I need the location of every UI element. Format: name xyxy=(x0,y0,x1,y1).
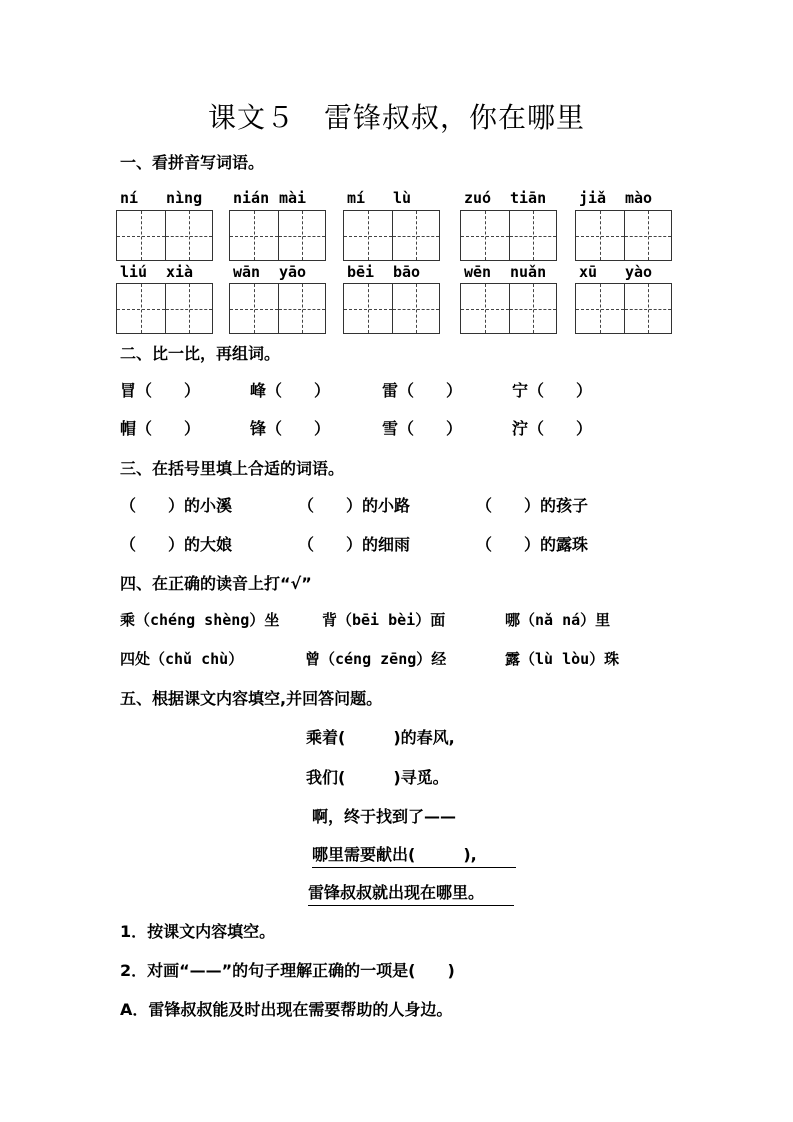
pinyin-label: nuǎn xyxy=(510,263,547,281)
writing-box[interactable] xyxy=(575,283,672,334)
fill-item: （ ）的细雨 xyxy=(298,535,411,554)
fill-item: （ ）的小路 xyxy=(298,496,411,515)
compare-item: 峰（ ） xyxy=(250,381,331,400)
character-cell[interactable] xyxy=(392,211,440,260)
pinyin-label: tiān xyxy=(510,189,547,207)
guide-line-horizontal xyxy=(344,236,392,237)
poem-line-underlined: 雷锋叔叔就出现在哪里。 xyxy=(308,880,514,906)
compare-item: 帽（ ） xyxy=(120,419,201,438)
pinyin-label: ní xyxy=(120,189,139,207)
character-cell[interactable] xyxy=(344,284,392,333)
pronunciation-item: 背（bēi bèi）面 xyxy=(322,611,446,629)
pinyin-label: jiǎ xyxy=(579,189,607,207)
writing-box[interactable] xyxy=(116,283,213,334)
section2-heading: 二、比一比，再组词。 xyxy=(120,344,281,363)
compare-item: 泞（ ） xyxy=(512,419,593,438)
guide-line-horizontal xyxy=(576,236,624,237)
pinyin-label: nìng xyxy=(166,189,203,207)
guide-line-horizontal xyxy=(166,236,213,237)
compare-item: 雷（ ） xyxy=(382,381,463,400)
guide-line-horizontal xyxy=(344,309,392,310)
pinyin-label: mào xyxy=(625,189,653,207)
writing-box[interactable] xyxy=(116,210,213,261)
pinyin-label: zuó xyxy=(464,189,492,207)
pinyin-label: yào xyxy=(625,263,653,281)
character-cell[interactable] xyxy=(461,211,509,260)
pronunciation-item: 哪（nǎ ná）里 xyxy=(505,611,611,629)
guide-line-horizontal xyxy=(166,309,213,310)
guide-line-horizontal xyxy=(576,309,624,310)
guide-line-horizontal xyxy=(230,309,278,310)
character-cell[interactable] xyxy=(230,284,278,333)
pinyin-label: xū xyxy=(579,263,598,281)
character-cell[interactable] xyxy=(624,211,672,260)
compare-item: 锋（ ） xyxy=(250,419,331,438)
character-cell[interactable] xyxy=(392,284,440,333)
pronunciation-item: 四处（chǔ chù） xyxy=(120,650,244,668)
character-cell[interactable] xyxy=(576,284,624,333)
pinyin-label: wēn xyxy=(464,263,492,281)
option-a: A．雷锋叔叔能及时出现在需要帮助的人身边。 xyxy=(120,1000,453,1019)
fill-item: （ ）的露珠 xyxy=(476,535,589,554)
pinyin-label: wān xyxy=(233,263,261,281)
character-cell[interactable] xyxy=(165,284,213,333)
compare-item: 雪（ ） xyxy=(382,419,463,438)
guide-line-horizontal xyxy=(510,236,557,237)
writing-box[interactable] xyxy=(229,283,326,334)
writing-box[interactable] xyxy=(460,283,557,334)
character-cell[interactable] xyxy=(624,284,672,333)
guide-line-horizontal xyxy=(393,309,440,310)
guide-line-horizontal xyxy=(230,236,278,237)
character-cell[interactable] xyxy=(576,211,624,260)
character-cell[interactable] xyxy=(344,211,392,260)
pinyin-label: xià xyxy=(166,263,194,281)
pinyin-label: liú xyxy=(120,263,148,281)
pinyin-label: nián xyxy=(233,189,270,207)
guide-line-horizontal xyxy=(279,309,326,310)
fill-item: （ ）的小溪 xyxy=(120,496,233,515)
pinyin-label: mài xyxy=(279,189,307,207)
poem-line: 我们( )寻觅。 xyxy=(306,768,449,787)
page-title: 课文５ 雷锋叔叔，你在哪里 xyxy=(207,101,585,134)
character-cell[interactable] xyxy=(117,211,165,260)
fill-item: （ ）的孩子 xyxy=(476,496,589,515)
writing-box[interactable] xyxy=(575,210,672,261)
character-cell[interactable] xyxy=(117,284,165,333)
guide-line-horizontal xyxy=(279,236,326,237)
pinyin-label: lù xyxy=(393,189,412,207)
pinyin-label: yāo xyxy=(279,263,307,281)
poem-line-underlined: 哪里需要献出( ), xyxy=(312,842,516,868)
section4-heading: 四、在正确的读音上打“√” xyxy=(120,574,312,593)
character-cell[interactable] xyxy=(278,211,326,260)
section5-heading: 五、根据课文内容填空,并回答问题。 xyxy=(120,689,383,708)
character-cell[interactable] xyxy=(230,211,278,260)
character-cell[interactable] xyxy=(509,211,557,260)
section1-heading: 一、看拼音写词语。 xyxy=(120,153,265,172)
section3-heading: 三、在括号里填上合适的词语。 xyxy=(120,459,345,478)
character-cell[interactable] xyxy=(509,284,557,333)
pinyin-label: mí xyxy=(347,189,366,207)
guide-line-horizontal xyxy=(625,309,672,310)
poem-line: 啊，终于找到了—— xyxy=(312,807,457,826)
writing-box[interactable] xyxy=(460,210,557,261)
character-cell[interactable] xyxy=(278,284,326,333)
poem-line: 乘着( )的春风, xyxy=(306,728,455,747)
pinyin-label: bāo xyxy=(393,263,421,281)
writing-box[interactable] xyxy=(229,210,326,261)
guide-line-horizontal xyxy=(461,309,509,310)
guide-line-horizontal xyxy=(393,236,440,237)
guide-line-horizontal xyxy=(461,236,509,237)
compare-item: 宁（ ） xyxy=(512,381,593,400)
guide-line-horizontal xyxy=(510,309,557,310)
pronunciation-item: 乘（chéng shèng）坐 xyxy=(120,611,280,629)
guide-line-horizontal xyxy=(625,236,672,237)
fill-item: （ ）的大娘 xyxy=(120,535,233,554)
character-cell[interactable] xyxy=(461,284,509,333)
compare-item: 冒（ ） xyxy=(120,381,201,400)
character-cell[interactable] xyxy=(165,211,213,260)
guide-line-horizontal xyxy=(117,309,165,310)
writing-box[interactable] xyxy=(343,283,440,334)
pinyin-label: bēi xyxy=(347,263,375,281)
writing-box[interactable] xyxy=(343,210,440,261)
pronunciation-item: 露（lù lòu）珠 xyxy=(505,650,620,668)
guide-line-horizontal xyxy=(117,236,165,237)
question-1: 1．按课文内容填空。 xyxy=(120,922,276,941)
pronunciation-item: 曾（céng zēng）经 xyxy=(305,650,447,668)
question-2: 2．对画“——”的句子理解正确的一项是( ) xyxy=(120,961,455,980)
